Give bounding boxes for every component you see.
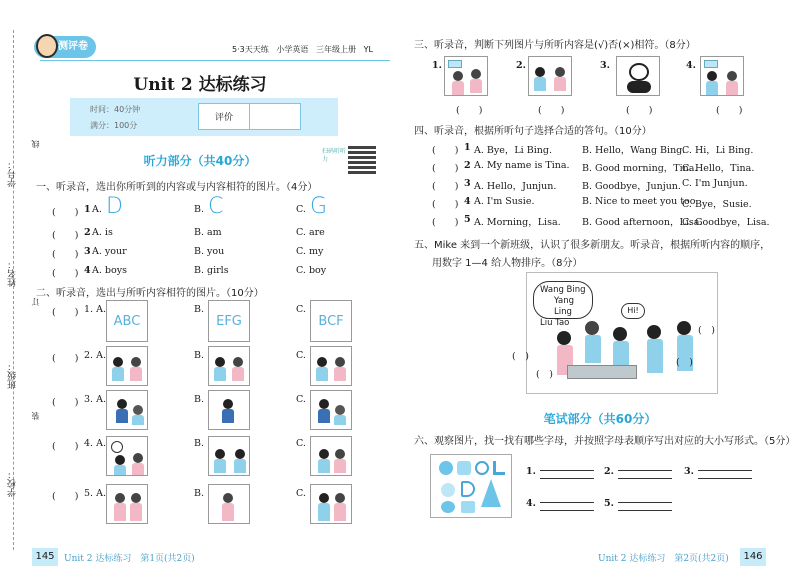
picture-card[interactable] bbox=[310, 390, 352, 430]
blank-number: 3. bbox=[684, 466, 694, 477]
option-a: A. your bbox=[92, 246, 127, 257]
picture-card bbox=[700, 56, 744, 96]
speech-bubble: Hi! bbox=[621, 303, 645, 319]
school-label: 学校： bbox=[8, 470, 18, 497]
option-a: A. I'm Susie. bbox=[474, 196, 535, 207]
option-b: B. Hello，Wang Bing. bbox=[582, 145, 686, 156]
evaluation-box bbox=[198, 103, 301, 130]
option-b: B. girls bbox=[194, 265, 229, 276]
option-c: C. Goodbye，Lisa. bbox=[682, 217, 770, 228]
picture-card[interactable] bbox=[310, 484, 352, 524]
subject-name: 小学英语 bbox=[276, 45, 309, 54]
letter-d: D bbox=[106, 194, 123, 219]
option-a: A. Bye，Li Bing. bbox=[474, 145, 552, 156]
option-a: A. Morning，Lisa. bbox=[474, 217, 561, 228]
name-label: 姓名： bbox=[8, 260, 18, 287]
writing-line[interactable] bbox=[618, 510, 672, 511]
picture-card[interactable] bbox=[106, 436, 148, 476]
writing-line[interactable] bbox=[540, 470, 594, 471]
desk bbox=[567, 365, 637, 379]
page-number: 145 bbox=[32, 548, 58, 566]
item-number: 5 bbox=[464, 214, 471, 225]
option-b: B. Good morning，Tina. bbox=[582, 163, 698, 174]
item-number: 3 bbox=[464, 178, 471, 189]
writing-section-title: 笔试部分（共60分） bbox=[543, 412, 657, 426]
header-info bbox=[232, 44, 373, 55]
line-mark: 线 bbox=[31, 140, 40, 148]
q6-title: 六、观察图片，找一找有哪些字母，并按照字母表顺序写出对应的大小写形式。（5分） bbox=[414, 436, 796, 447]
picture-card[interactable] bbox=[106, 484, 148, 524]
option-b: B. bbox=[194, 204, 205, 215]
option-c: C. bbox=[296, 394, 306, 405]
q3-title: 三、听录音，判断下列图片与所听内容是(√)否(×)相符。（8分） bbox=[414, 40, 696, 51]
page-footer: Unit 2 达标练习 第1页(共2页) bbox=[64, 554, 195, 564]
answer-paren[interactable]: ( ) bbox=[456, 105, 483, 116]
badge-text: 测评卷 bbox=[58, 41, 88, 52]
option-c: C. are bbox=[296, 227, 325, 238]
option-c: C. Hello，Tina. bbox=[682, 163, 755, 174]
option-c: C. my bbox=[296, 246, 324, 257]
option-a: A. My name is Tina. bbox=[474, 160, 570, 171]
blank-number: 5. bbox=[604, 498, 614, 509]
classroom-scene bbox=[526, 272, 718, 394]
option-b: B. bbox=[194, 350, 205, 361]
item-number: 3. bbox=[600, 60, 610, 71]
item-number: 5. A. bbox=[84, 488, 106, 499]
writing-line[interactable] bbox=[698, 470, 752, 471]
info-box bbox=[70, 98, 338, 136]
option-c: C. Hi，Li Bing. bbox=[682, 145, 754, 156]
answer-paren[interactable]: ( ) bbox=[52, 230, 79, 241]
item-number: 2. bbox=[516, 60, 526, 71]
option-b: B. bbox=[194, 394, 205, 405]
option-b: B. Goodbye，Junjun. bbox=[582, 181, 681, 192]
staple-mark: 装 bbox=[31, 412, 40, 420]
answer-paren[interactable]: ( ) bbox=[716, 105, 743, 116]
score-info: 满分：100分 bbox=[90, 121, 138, 130]
q5-title-line-2: 用数字 1—4 给人物排序。（8分） bbox=[432, 258, 583, 269]
blank-number: 2. bbox=[604, 466, 614, 477]
answer-paren[interactable]: ( ) bbox=[52, 441, 79, 452]
option-c: C. bbox=[296, 350, 306, 361]
item-number: 2 bbox=[464, 160, 471, 171]
mascot-icon bbox=[36, 34, 58, 58]
answer-paren[interactable]: ( ) bbox=[432, 199, 459, 210]
answer-paren[interactable]: ( ) bbox=[432, 163, 459, 174]
item-number: 3 bbox=[84, 246, 91, 257]
card-efg[interactable]: EFG bbox=[208, 300, 250, 342]
student-number-label: 学号： bbox=[8, 160, 18, 187]
name-bubble bbox=[533, 281, 593, 328]
q2-title: 二、听录音，选出与所听内容相符的图片。（10分） bbox=[36, 288, 264, 299]
series-name: 5·3天天练 bbox=[232, 45, 269, 54]
item-number: 2. A. bbox=[84, 350, 106, 361]
writing-line[interactable] bbox=[540, 510, 594, 511]
q5-title-line-1: 五、Mike 来到一个新班级，认识了很多新朋友。听录音，根据所听内容的顺序， bbox=[414, 240, 771, 251]
option-b: B. bbox=[194, 304, 205, 315]
answer-paren[interactable]: ( ) bbox=[626, 105, 653, 116]
item-number: 1 bbox=[84, 204, 91, 215]
item-number: 4 bbox=[464, 196, 471, 207]
option-b: B. bbox=[194, 488, 205, 499]
picture-card[interactable] bbox=[106, 346, 148, 386]
option-a: A. is bbox=[92, 227, 113, 238]
writing-line[interactable] bbox=[698, 478, 752, 479]
q4-title: 四、听录音，根据所听句子选择合适的答句。（10分） bbox=[414, 126, 652, 137]
letter-c: C bbox=[208, 194, 224, 219]
option-b: B. am bbox=[194, 227, 222, 238]
order-box-3[interactable]: ( ) bbox=[676, 357, 693, 368]
page-footer: Unit 2 达标练习 第2页(共2页) bbox=[598, 554, 729, 564]
listening-section-title: 听力部分（共40分） bbox=[143, 154, 257, 168]
name-wang-bing: Wang Bing bbox=[540, 285, 586, 295]
evaluation-field[interactable] bbox=[250, 104, 300, 129]
picture-card bbox=[616, 56, 660, 96]
blank-number: 1. bbox=[526, 466, 536, 477]
option-a: A. bbox=[92, 204, 102, 215]
order-box-1[interactable]: ( ) bbox=[512, 351, 529, 362]
picture-card[interactable] bbox=[208, 436, 250, 476]
order-box-4[interactable]: ( ) bbox=[698, 325, 715, 336]
evaluation-label: 评价 bbox=[199, 104, 250, 129]
grade-name: 三年级上册 bbox=[316, 45, 357, 54]
answer-paren[interactable]: ( ) bbox=[52, 397, 79, 408]
item-number: 2 bbox=[84, 227, 91, 238]
option-c: C. I'm Junjun. bbox=[682, 178, 748, 189]
q1-title: 一、听录音，选出你所听到的内容或与内容相符的图片。（4分） bbox=[36, 182, 318, 193]
item-number: 1. A. bbox=[84, 304, 106, 315]
item-number: 4. bbox=[686, 60, 696, 71]
answer-paren[interactable]: ( ) bbox=[432, 217, 459, 228]
option-c: C. boy bbox=[296, 265, 327, 276]
picture-card[interactable] bbox=[208, 346, 250, 386]
name-yang-ling: Yang Ling bbox=[554, 296, 575, 317]
page-number: 146 bbox=[740, 548, 766, 566]
sign-icon bbox=[704, 60, 718, 68]
time-info: 时间：40分钟 bbox=[90, 105, 141, 114]
answer-paren[interactable]: ( ) bbox=[432, 145, 459, 156]
bind-mark: 订 bbox=[31, 298, 40, 306]
item-number: 1 bbox=[464, 142, 471, 153]
answer-paren[interactable]: ( ) bbox=[52, 491, 79, 502]
picture-card[interactable] bbox=[208, 390, 250, 430]
item-number: 4. A. bbox=[84, 438, 106, 449]
option-c: C. Bye，Susie. bbox=[682, 199, 752, 210]
name-liu-tao: Liu Tao bbox=[540, 318, 570, 328]
test-badge bbox=[34, 36, 96, 58]
writing-line[interactable] bbox=[540, 478, 594, 479]
blank-number: 4. bbox=[526, 498, 536, 509]
answer-paren[interactable]: ( ) bbox=[52, 207, 79, 218]
option-a: A. Hello，Junjun. bbox=[474, 181, 557, 192]
option-c: C. bbox=[296, 304, 306, 315]
card-abc[interactable]: ABC bbox=[106, 300, 148, 342]
option-c: C. bbox=[296, 204, 306, 215]
qr-label: 扫码听听力 bbox=[322, 148, 347, 163]
answer-paren[interactable]: ( ) bbox=[432, 181, 459, 192]
option-b: B. Good afternoon，Lisa. bbox=[582, 217, 703, 228]
edition-name: YL bbox=[363, 45, 373, 54]
answer-paren[interactable]: ( ) bbox=[52, 268, 79, 279]
writing-line[interactable] bbox=[618, 502, 672, 503]
class-label: 班级： bbox=[8, 362, 18, 389]
sign-icon bbox=[448, 60, 462, 68]
item-number: 4 bbox=[84, 265, 91, 276]
picture-card bbox=[528, 56, 572, 96]
option-c: C. bbox=[296, 488, 306, 499]
letter-picture bbox=[430, 454, 512, 518]
picture-card[interactable] bbox=[310, 346, 352, 386]
answer-paren[interactable]: ( ) bbox=[52, 249, 79, 260]
page-title: Unit 2 达标练习 bbox=[133, 75, 267, 95]
writing-line[interactable] bbox=[618, 478, 672, 479]
answer-paren[interactable]: ( ) bbox=[52, 353, 79, 364]
order-box-2[interactable]: ( ) bbox=[536, 369, 553, 380]
panda-icon bbox=[629, 63, 649, 81]
picture-card[interactable] bbox=[106, 390, 148, 430]
card-bcf[interactable]: BCF bbox=[310, 300, 352, 342]
picture-card[interactable] bbox=[310, 436, 352, 476]
writing-line[interactable] bbox=[540, 502, 594, 503]
picture-card[interactable] bbox=[208, 484, 250, 524]
header-divider bbox=[40, 60, 390, 61]
option-b: B. you bbox=[194, 246, 225, 257]
answer-paren[interactable]: ( ) bbox=[538, 105, 565, 116]
item-number: 1. bbox=[432, 60, 442, 71]
option-b: B. Nice to meet you too. bbox=[582, 196, 699, 207]
picture-card bbox=[444, 56, 488, 96]
option-c: C. bbox=[296, 438, 306, 449]
letter-g: G bbox=[310, 194, 328, 219]
answer-paren[interactable]: ( ) bbox=[52, 307, 79, 318]
writing-line[interactable] bbox=[618, 470, 672, 471]
clock-icon bbox=[111, 441, 123, 453]
right-page bbox=[400, 0, 800, 578]
option-b: B. bbox=[194, 438, 205, 449]
item-number: 3. A. bbox=[84, 394, 106, 405]
option-a: A. boys bbox=[92, 265, 127, 276]
